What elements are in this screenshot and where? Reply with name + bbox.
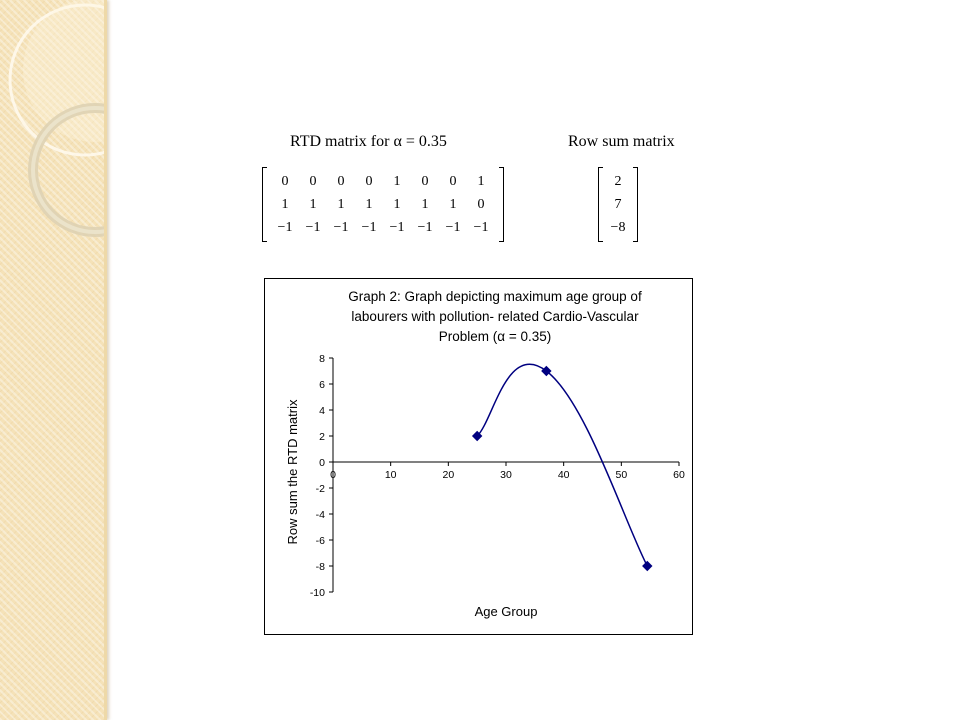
x-tick-label: 10 xyxy=(384,469,397,481)
row-sum-matrix xyxy=(598,168,638,241)
chart-series xyxy=(473,364,652,570)
matrix-section xyxy=(262,128,702,248)
chart-title-line: Problem (α = 0.35) xyxy=(438,329,552,344)
x-tick-label: 0 xyxy=(330,469,336,481)
rtd-matrix-cell: 1 xyxy=(337,197,345,212)
rtd-matrix xyxy=(262,168,504,241)
rtd-matrix-cell: 0 xyxy=(421,174,429,189)
decorative-side-strip xyxy=(0,0,107,720)
y-tick-label: 8 xyxy=(319,353,325,365)
x-tick-label: 20 xyxy=(442,469,455,481)
rtd-matrix-cell: 1 xyxy=(421,197,429,212)
y-tick-label: 4 xyxy=(319,405,325,417)
rtd-matrix-cell: 0 xyxy=(365,174,373,189)
chart-ticks xyxy=(310,353,685,599)
rtd-matrix-cell: −1 xyxy=(333,220,349,235)
rtd-matrix-cell: 1 xyxy=(477,174,485,189)
rtd-matrix-cell: 1 xyxy=(449,197,457,212)
rtd-matrix-cell: 1 xyxy=(393,174,401,189)
rtd-matrix-cell: −1 xyxy=(445,220,461,235)
row-sum-cell: 2 xyxy=(614,174,622,189)
chart-frame xyxy=(264,278,693,635)
row-sum-matrix-title: Row sum matrix xyxy=(568,133,675,150)
decorative-circles xyxy=(0,0,104,720)
rtd-matrix-cell: −1 xyxy=(361,220,377,235)
rtd-matrix-cell: 0 xyxy=(477,197,485,212)
row-sum-cell: −8 xyxy=(610,220,626,235)
x-tick-label: 30 xyxy=(500,469,512,481)
y-axis-label: Row sum the RTD matrix xyxy=(285,399,300,545)
rtd-matrix-cell: 1 xyxy=(281,197,289,212)
y-tick-label: -6 xyxy=(315,535,325,547)
rtd-matrix-cell: 1 xyxy=(365,197,373,212)
rtd-matrix-cell: −1 xyxy=(305,220,321,235)
rtd-matrix-title: RTD matrix for α = 0.35 xyxy=(290,133,447,150)
y-tick-label: 6 xyxy=(319,379,325,391)
rtd-matrix-cell: 0 xyxy=(309,174,317,189)
rtd-matrix-cell: −1 xyxy=(277,220,293,235)
data-point-marker xyxy=(643,562,652,571)
rtd-matrix-cell: −1 xyxy=(473,220,489,235)
rtd-matrix-cell: 1 xyxy=(309,197,317,212)
chart-title-line: Graph 2: Graph depicting maximum age group of xyxy=(348,289,642,304)
y-tick-label: -2 xyxy=(315,483,325,495)
rtd-matrix-cell: 0 xyxy=(449,174,457,189)
rtd-matrix-cell: 1 xyxy=(393,197,401,212)
y-tick-label: -10 xyxy=(309,587,325,599)
row-sum-cell: 7 xyxy=(614,197,622,212)
y-tick-label: -4 xyxy=(315,509,325,521)
x-tick-label: 50 xyxy=(615,469,628,481)
y-tick-label: 2 xyxy=(319,431,325,443)
x-axis-label: Age Group xyxy=(474,604,538,619)
chart-title-line: labourers with pollution- related Cardio-Vascular xyxy=(351,309,639,324)
y-tick-label: 0 xyxy=(319,457,325,469)
x-tick-label: 40 xyxy=(557,469,570,481)
chart-title xyxy=(348,289,642,344)
chart-svg xyxy=(265,279,694,636)
x-tick-label: 60 xyxy=(673,469,685,481)
rtd-matrix-cell: 0 xyxy=(281,174,289,189)
rtd-matrix-cell: 0 xyxy=(337,174,345,189)
rtd-matrix-cell: −1 xyxy=(417,220,433,235)
y-tick-label: -8 xyxy=(315,561,325,573)
rtd-matrix-cell: −1 xyxy=(389,220,405,235)
